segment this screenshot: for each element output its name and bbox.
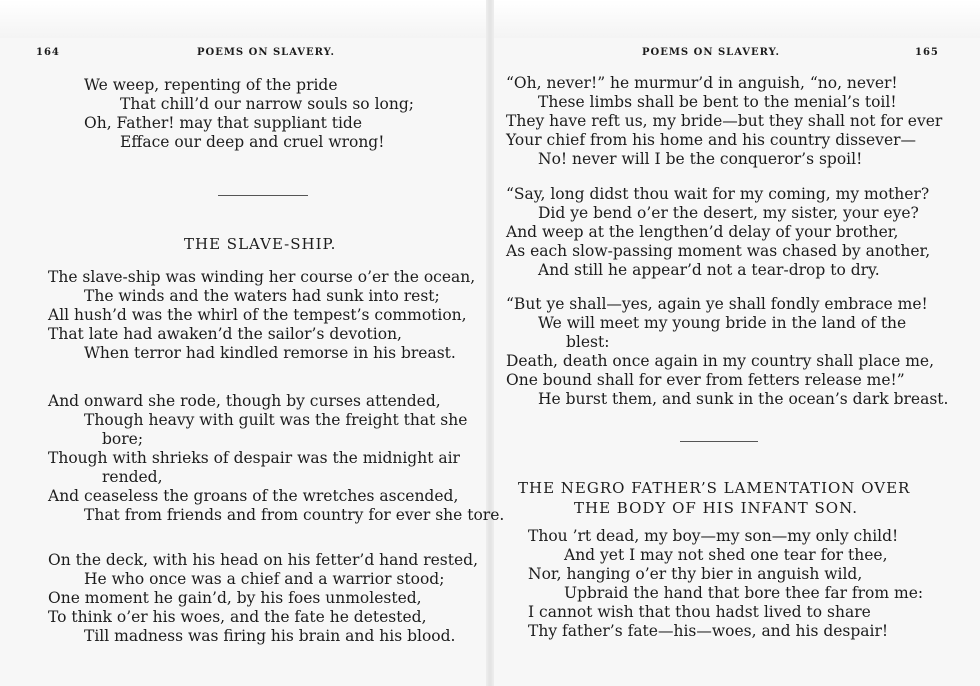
verse-line: We weep, repenting of the pride [84, 76, 338, 94]
verse-line: They have reft us, my bride—but they shall not for ever [506, 112, 943, 130]
page-number-right: 165 [915, 47, 939, 58]
verse-line: When terror had kindled remorse in his breast. [84, 344, 456, 362]
verse-line: On the deck, with his head on his fetter’d hand rested, [48, 551, 479, 569]
poem-title-negro-father-line2: THE BODY OF HIS INFANT SON. [574, 499, 859, 517]
verse-line: “Say, long didst thou wait for my coming, my mother? [506, 185, 930, 203]
verse-line: “Oh, never!” he murmur’d in anguish, “no, never! [506, 74, 898, 92]
section-divider [680, 441, 758, 442]
verse-line: And still he appear’d not a tear-drop to dry. [538, 261, 880, 279]
verse-line: One moment he gain’d, by his foes unmolested, [48, 589, 422, 607]
verse-line: To think o’er his woes, and the fate he detested, [48, 608, 427, 626]
verse-line: blest: [566, 333, 610, 351]
verse-line: And weep at the lengthen’d delay of your brother, [506, 223, 899, 241]
poem-title-slave-ship: THE SLAVE-SHIP. [184, 235, 337, 253]
running-head-left: POEMS ON SLAVERY. [197, 47, 335, 58]
verse-line: That from friends and from country for ever she tore. [84, 506, 505, 524]
verse-line: Though heavy with guilt was the freight that she [84, 411, 468, 429]
verse-line: I cannot wish that thou hadst lived to share [528, 603, 871, 621]
verse-line: Oh, Father! may that suppliant tide [84, 114, 363, 132]
section-divider [218, 195, 308, 196]
verse-line: He burst them, and sunk in the ocean’s dark breast. [538, 390, 949, 408]
verse-line: Death, death once again in my country shall place me, [506, 352, 935, 370]
poem-title-negro-father-line1: THE NEGRO FATHER’S LAMENTATION OVER [518, 479, 911, 497]
verse-line: Though with shrieks of despair was the midnight air [48, 449, 460, 467]
verse-line: The slave-ship was winding her course o’er the ocean, [48, 268, 476, 286]
verse-line: bore; [102, 430, 144, 448]
right-page [490, 0, 980, 686]
verse-line: One bound shall for ever from fetters release me!” [506, 371, 905, 389]
verse-line: No! never will I be the conqueror’s spoil! [538, 150, 863, 168]
verse-line: That late had awaken’d the sailor’s devotion, [48, 325, 402, 343]
verse-line: “But ye shall—yes, again ye shall fondly embrace me! [506, 295, 928, 313]
verse-line: Thy father’s fate—his—woes, and his despair! [528, 622, 889, 640]
verse-line: These limbs shall be bent to the menial’s toil! [538, 93, 897, 111]
verse-line: Nor, hanging o’er thy bier in anguish wild, [528, 565, 863, 583]
verse-line: Till madness was firing his brain and his blood. [84, 627, 456, 645]
verse-line: Your chief from his home and his country dissever— [506, 131, 917, 149]
verse-line: Upbraid the hand that bore thee far from me: [564, 584, 924, 602]
page-number-left: 164 [36, 47, 60, 58]
verse-line: That chill’d our narrow souls so long; [120, 95, 414, 113]
verse-line: Did ye bend o’er the desert, my sister, your eye? [538, 204, 919, 222]
verse-line: And yet I may not shed one tear for thee, [564, 546, 888, 564]
verse-line: As each slow-passing moment was chased by another, [506, 242, 931, 260]
verse-line: All hush’d was the whirl of the tempest’s commotion, [48, 306, 467, 324]
verse-line: Thou ’rt dead, my boy—my son—my only child! [528, 527, 899, 545]
verse-line: We will meet my young bride in the land of the [538, 314, 907, 332]
verse-line: And onward she rode, though by curses attended, [48, 392, 441, 410]
verse-line: He who once was a chief and a warrior stood; [84, 570, 445, 588]
running-head-right: POEMS ON SLAVERY. [642, 47, 780, 58]
verse-line: rended, [102, 468, 163, 486]
verse-line: And ceaseless the groans of the wretches ascended, [48, 487, 459, 505]
verse-line: The winds and the waters had sunk into rest; [84, 287, 440, 305]
verse-line: Efface our deep and cruel wrong! [120, 133, 385, 151]
